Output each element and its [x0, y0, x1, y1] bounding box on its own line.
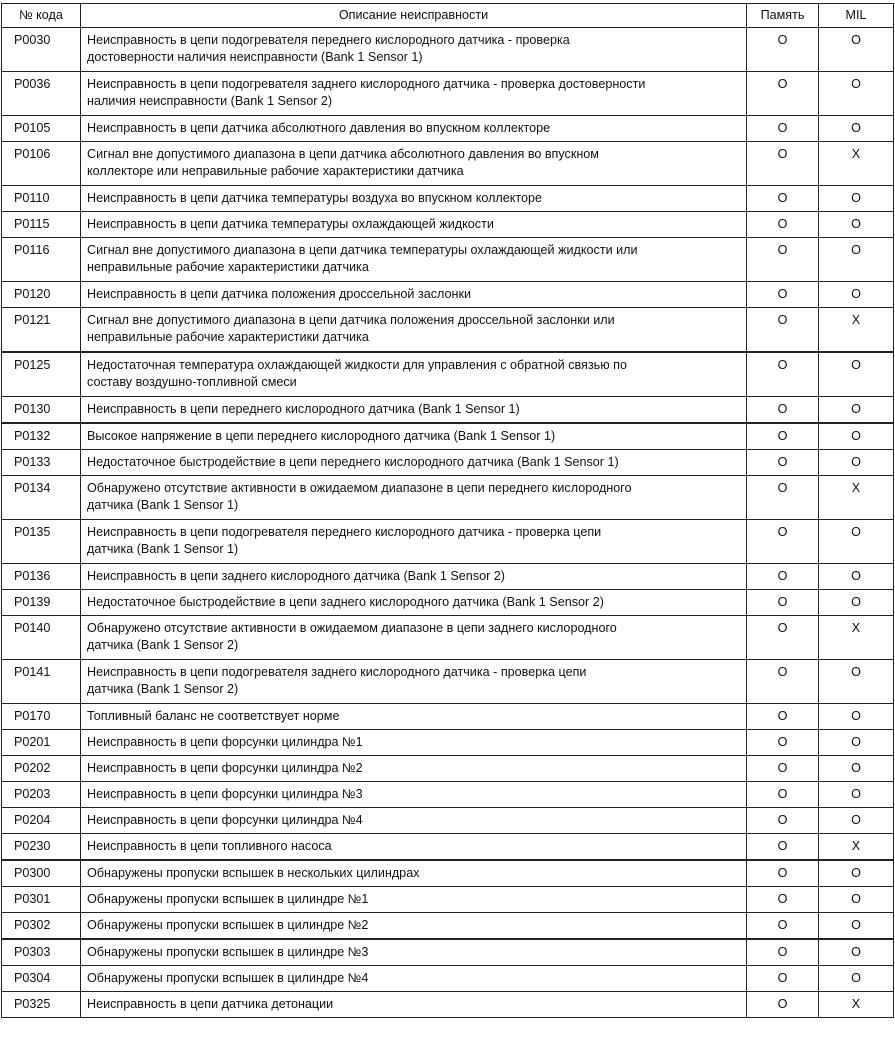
memory-cell: O: [747, 72, 819, 116]
mil-cell: O: [819, 116, 894, 142]
code-cell: P0036: [2, 72, 81, 116]
code-cell: P0110: [2, 186, 81, 212]
table-row: [2, 397, 894, 424]
table-row: [2, 616, 894, 660]
mil-cell: X: [819, 992, 894, 1018]
description-cell: Неисправность в цепи подогревателя переднего кислородного датчика - проверка достоверности наличия неисправности (Bank 1 Sensor 1): [81, 28, 747, 72]
table-row: [2, 282, 894, 308]
code-cell: P0136: [2, 564, 81, 590]
table-row: [2, 756, 894, 782]
header-description: Описание неисправности: [81, 4, 747, 28]
mil-cell: O: [819, 28, 894, 72]
description-cell: Неисправность в цепи датчика детонации: [81, 992, 747, 1018]
memory-cell: O: [747, 808, 819, 834]
memory-cell: O: [747, 782, 819, 808]
description-cell: Обнаружено отсутствие активности в ожидаемом диапазоне в цепи переднего кислородного датчика (Bank 1 Sensor 1): [81, 476, 747, 520]
table-row: [2, 939, 894, 966]
mil-cell: O: [819, 782, 894, 808]
table-row: [2, 704, 894, 730]
code-cell: P0139: [2, 590, 81, 616]
table-row: [2, 476, 894, 520]
code-cell: P0115: [2, 212, 81, 238]
memory-cell: O: [747, 352, 819, 397]
mil-cell: O: [819, 564, 894, 590]
description-cell: Высокое напряжение в цепи переднего кислородного датчика (Bank 1 Sensor 1): [81, 423, 747, 450]
mil-cell: O: [819, 423, 894, 450]
description-cell: Обнаружены пропуски вспышек в цилиндре №3: [81, 939, 747, 966]
mil-cell: O: [819, 887, 894, 913]
memory-cell: O: [747, 660, 819, 704]
memory-cell: O: [747, 450, 819, 476]
description-cell: Обнаружены пропуски вспышек в цилиндре №2: [81, 913, 747, 940]
memory-cell: O: [747, 476, 819, 520]
memory-cell: O: [747, 616, 819, 660]
mil-cell: O: [819, 450, 894, 476]
table-row: [2, 116, 894, 142]
mil-cell: X: [819, 616, 894, 660]
memory-cell: O: [747, 966, 819, 992]
description-cell: Неисправность в цепи подогревателя заднего кислородного датчика - проверка достоверности наличия неисправности (Bank 1 Sensor 2): [81, 72, 747, 116]
table-row: [2, 913, 894, 940]
table-row: [2, 834, 894, 861]
description-cell: Неисправность в цепи подогревателя заднего кислородного датчика - проверка цепи датчика (Bank 1 Sensor 2): [81, 660, 747, 704]
memory-cell: O: [747, 730, 819, 756]
description-cell: Неисправность в цепи форсунки цилиндра №2: [81, 756, 747, 782]
description-cell: Неисправность в цепи датчика температуры воздуха во впускном коллекторе: [81, 186, 747, 212]
table-row: [2, 782, 894, 808]
code-cell: P0030: [2, 28, 81, 72]
description-cell: Обнаружены пропуски вспышек в цилиндре №1: [81, 887, 747, 913]
mil-cell: O: [819, 808, 894, 834]
description-cell: Неисправность в цепи форсунки цилиндра №1: [81, 730, 747, 756]
header-row: [2, 4, 894, 28]
code-cell: P0325: [2, 992, 81, 1018]
code-cell: P0302: [2, 913, 81, 940]
mil-cell: O: [819, 966, 894, 992]
memory-cell: O: [747, 212, 819, 238]
mil-cell: O: [819, 756, 894, 782]
memory-cell: O: [747, 308, 819, 353]
table-row: [2, 450, 894, 476]
description-cell: Неисправность в цепи датчика температуры охлаждающей жидкости: [81, 212, 747, 238]
table-row: [2, 142, 894, 186]
description-cell: Неисправность в цепи топливного насоса: [81, 834, 747, 861]
description-cell: Обнаружены пропуски вспышек в нескольких цилиндрах: [81, 860, 747, 887]
code-cell: P0106: [2, 142, 81, 186]
mil-cell: O: [819, 730, 894, 756]
mil-cell: O: [819, 590, 894, 616]
code-cell: P0133: [2, 450, 81, 476]
code-cell: P0120: [2, 282, 81, 308]
mil-cell: O: [819, 352, 894, 397]
code-cell: P0121: [2, 308, 81, 353]
code-cell: P0105: [2, 116, 81, 142]
mil-cell: X: [819, 308, 894, 353]
mil-cell: O: [819, 397, 894, 424]
code-cell: P0125: [2, 352, 81, 397]
memory-cell: O: [747, 116, 819, 142]
table-row: [2, 520, 894, 564]
memory-cell: O: [747, 756, 819, 782]
description-cell: Неисправность в цепи заднего кислородного датчика (Bank 1 Sensor 2): [81, 564, 747, 590]
table-row: [2, 730, 894, 756]
header-memory: Память: [747, 4, 819, 28]
table-row: [2, 28, 894, 72]
table-row: [2, 590, 894, 616]
memory-cell: O: [747, 590, 819, 616]
mil-cell: O: [819, 660, 894, 704]
table-row: [2, 186, 894, 212]
table-row: [2, 352, 894, 397]
dtc-table: [1, 3, 894, 1018]
memory-cell: O: [747, 238, 819, 282]
memory-cell: O: [747, 939, 819, 966]
description-cell: Обнаружено отсутствие активности в ожидаемом диапазоне в цепи заднего кислородного датчика (Bank 1 Sensor 2): [81, 616, 747, 660]
code-cell: P0304: [2, 966, 81, 992]
description-cell: Неисправность в цепи переднего кислородного датчика (Bank 1 Sensor 1): [81, 397, 747, 424]
code-cell: P0303: [2, 939, 81, 966]
code-cell: P0230: [2, 834, 81, 861]
mil-cell: O: [819, 282, 894, 308]
description-cell: Недостаточное быстродействие в цепи переднего кислородного датчика (Bank 1 Sensor 1): [81, 450, 747, 476]
description-cell: Неисправность в цепи форсунки цилиндра №3: [81, 782, 747, 808]
mil-cell: O: [819, 939, 894, 966]
code-cell: P0135: [2, 520, 81, 564]
code-cell: P0130: [2, 397, 81, 424]
code-cell: P0300: [2, 860, 81, 887]
memory-cell: O: [747, 834, 819, 861]
code-cell: P0132: [2, 423, 81, 450]
memory-cell: O: [747, 860, 819, 887]
table-row: [2, 887, 894, 913]
table-row: [2, 238, 894, 282]
memory-cell: O: [747, 142, 819, 186]
table-row: [2, 860, 894, 887]
code-cell: P0301: [2, 887, 81, 913]
description-cell: Недостаточная температура охлаждающей жидкости для управления с обратной связью по составу воздушно-топливной смеси: [81, 352, 747, 397]
mil-cell: O: [819, 913, 894, 940]
mil-cell: O: [819, 238, 894, 282]
code-cell: P0170: [2, 704, 81, 730]
description-cell: Сигнал вне допустимого диапазона в цепи датчика положения дроссельной заслонки или неправильные рабочие характеристики датчика: [81, 308, 747, 353]
table-row: [2, 966, 894, 992]
mil-cell: O: [819, 860, 894, 887]
description-cell: Сигнал вне допустимого диапазона в цепи датчика температуры охлаждающей жидкости или неправильные рабочие характеристики датчика: [81, 238, 747, 282]
code-cell: P0204: [2, 808, 81, 834]
memory-cell: O: [747, 28, 819, 72]
mil-cell: O: [819, 186, 894, 212]
memory-cell: O: [747, 397, 819, 424]
table-row: [2, 72, 894, 116]
code-cell: P0116: [2, 238, 81, 282]
code-cell: P0141: [2, 660, 81, 704]
description-cell: Неисправность в цепи подогревателя переднего кислородного датчика - проверка цепи датчика (Bank 1 Sensor 1): [81, 520, 747, 564]
memory-cell: O: [747, 520, 819, 564]
table-row: [2, 212, 894, 238]
memory-cell: O: [747, 186, 819, 212]
memory-cell: O: [747, 423, 819, 450]
header-code: № кода: [2, 4, 81, 28]
table-row: [2, 423, 894, 450]
code-cell: P0201: [2, 730, 81, 756]
description-cell: Неисправность в цепи форсунки цилиндра №4: [81, 808, 747, 834]
memory-cell: O: [747, 887, 819, 913]
mil-cell: O: [819, 520, 894, 564]
code-cell: P0140: [2, 616, 81, 660]
mil-cell: X: [819, 142, 894, 186]
description-cell: Топливный баланс не соответствует норме: [81, 704, 747, 730]
memory-cell: O: [747, 913, 819, 940]
code-cell: P0203: [2, 782, 81, 808]
mil-cell: O: [819, 704, 894, 730]
memory-cell: O: [747, 564, 819, 590]
description-cell: Сигнал вне допустимого диапазона в цепи датчика абсолютного давления во впускном коллекторе или неправильные рабочие характеристики датчика: [81, 142, 747, 186]
table-row: [2, 992, 894, 1018]
table-row: [2, 564, 894, 590]
memory-cell: O: [747, 704, 819, 730]
mil-cell: X: [819, 834, 894, 861]
mil-cell: O: [819, 212, 894, 238]
code-cell: P0202: [2, 756, 81, 782]
mil-cell: X: [819, 476, 894, 520]
mil-cell: O: [819, 72, 894, 116]
code-cell: P0134: [2, 476, 81, 520]
memory-cell: O: [747, 282, 819, 308]
description-cell: Неисправность в цепи датчика абсолютного давления во впускном коллекторе: [81, 116, 747, 142]
table-row: [2, 660, 894, 704]
header-mil: MIL: [819, 4, 894, 28]
description-cell: Недостаточное быстродействие в цепи заднего кислородного датчика (Bank 1 Sensor 2): [81, 590, 747, 616]
table-row: [2, 308, 894, 353]
description-cell: Неисправность в цепи датчика положения дроссельной заслонки: [81, 282, 747, 308]
table-row: [2, 808, 894, 834]
description-cell: Обнаружены пропуски вспышек в цилиндре №4: [81, 966, 747, 992]
memory-cell: O: [747, 992, 819, 1018]
